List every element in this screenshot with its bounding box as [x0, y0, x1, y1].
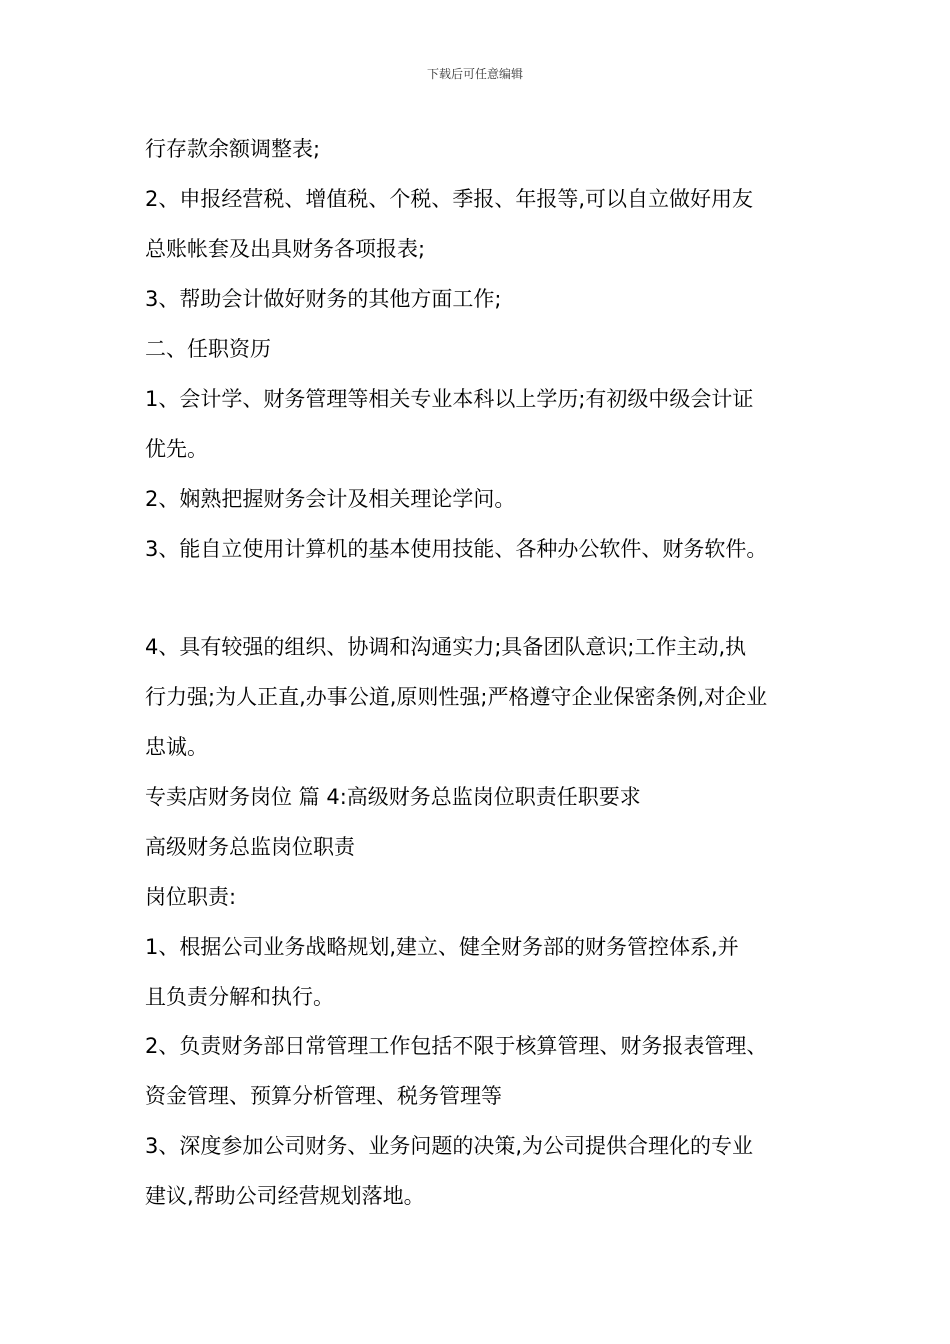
text-line: 优先。: [145, 437, 208, 461]
section-heading: 二、任职资历: [145, 337, 271, 361]
text-line: 且负责分解和执行。: [145, 985, 334, 1009]
text-line: 1、根据公司业务战略规划,建立、健全财务部的财务管控体系,并: [145, 935, 739, 959]
text-line: 2、娴熟把握财务会计及相关理论学问。: [145, 487, 516, 511]
text-line: 3、能自立使用计算机的基本使用技能、各种办公软件、财务软件。: [145, 537, 768, 561]
text-line: 行存款余额调整表;: [145, 137, 321, 161]
text-line: 3、深度参加公司财务、业务问题的决策,为公司提供合理化的专业: [145, 1134, 754, 1158]
text-line: 3、帮助会计做好财务的其他方面工作;: [145, 287, 502, 311]
text-line: 资金管理、预算分析管理、税务管理等: [145, 1084, 502, 1108]
text-line: 2、申报经营税、增值税、个税、季报、年报等,可以自立做好用友: [145, 187, 754, 211]
article-title: 专卖店财务岗位 篇 4:高级财务总监岗位职责任职要求: [145, 785, 641, 809]
section-heading: 高级财务总监岗位职责: [145, 835, 355, 859]
page-header: 下载后可任意编辑: [426, 67, 523, 81]
text-line: 1、会计学、财务管理等相关专业本科以上学历;有初级中级会计证: [145, 387, 754, 411]
text-line: 4、具有较强的组织、协调和沟通实力;具备团队意识;工作主动,执: [145, 635, 747, 659]
text-line: 行力强;为人正直,办事公道,原则性强;严格遵守企业保密条例,对企业: [145, 685, 768, 709]
text-line: 忠诚。: [145, 735, 208, 759]
section-heading: 岗位职责:: [145, 885, 237, 909]
text-line: 2、负责财务部日常管理工作包括不限于核算管理、财务报表管理、: [145, 1034, 768, 1058]
text-line: 总账帐套及出具财务各项报表;: [145, 237, 426, 261]
text-line: 建议,帮助公司经营规划落地。: [145, 1184, 425, 1208]
